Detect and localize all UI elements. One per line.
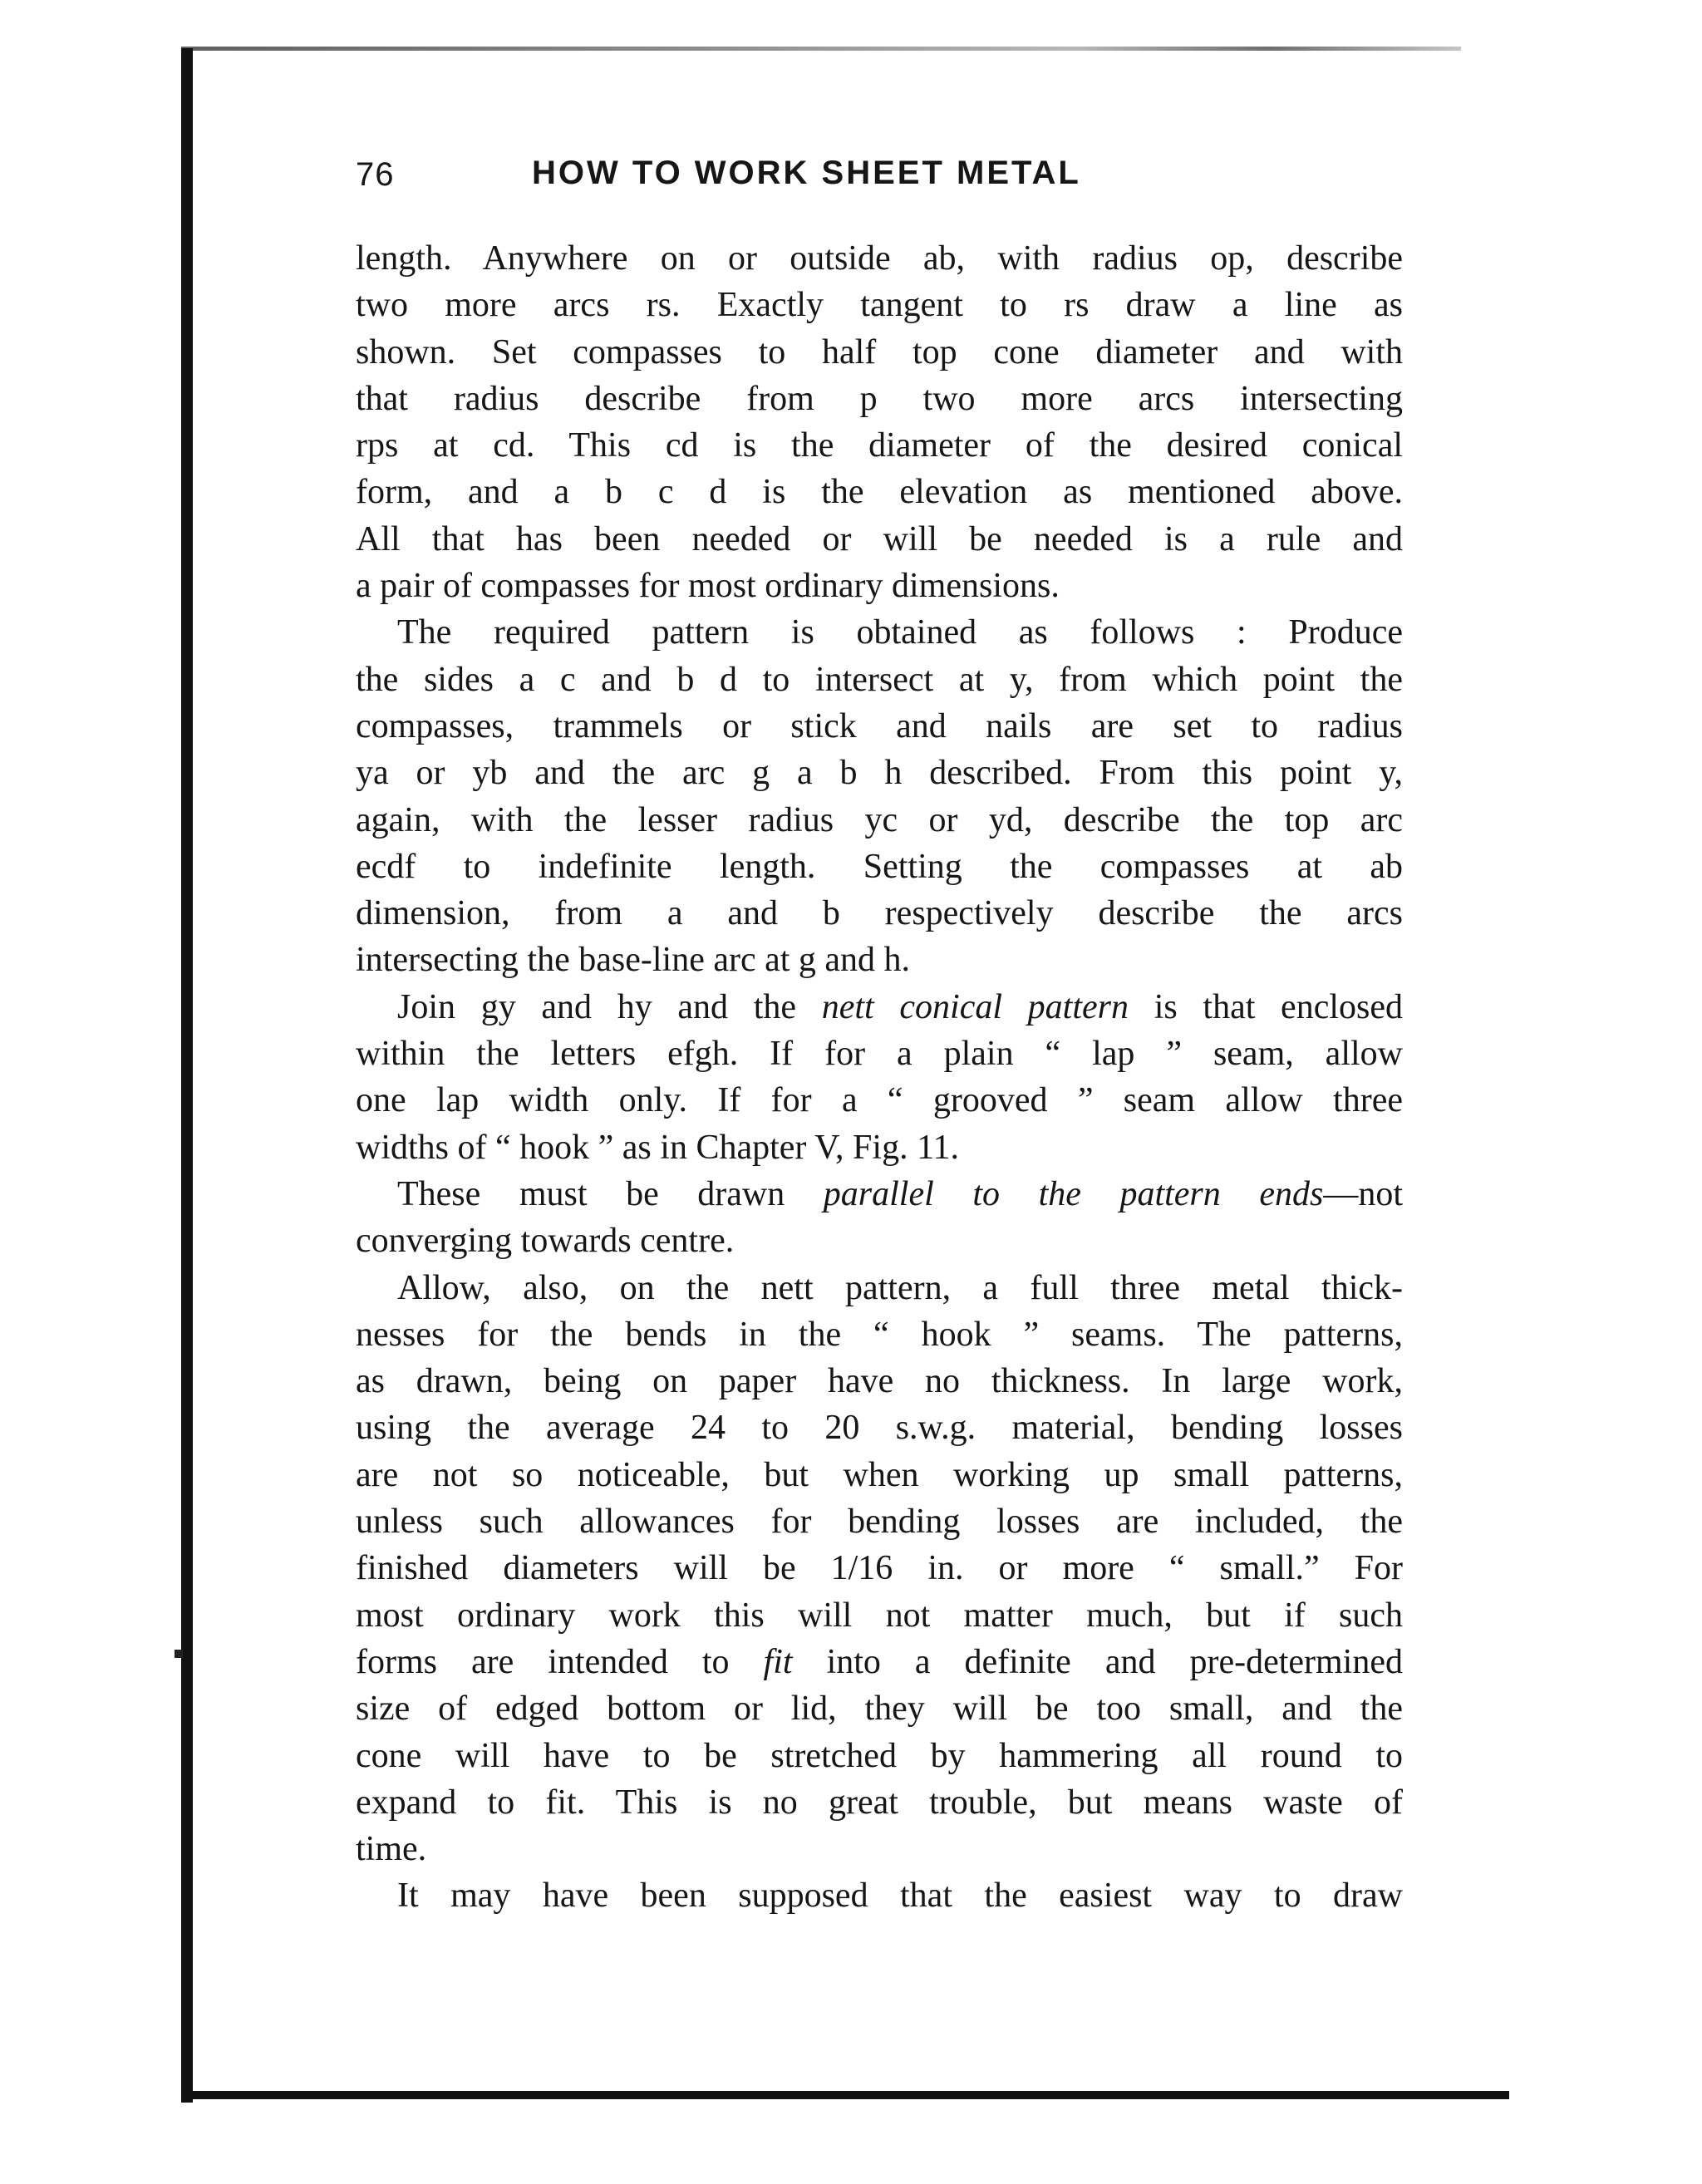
text-line: again, with the lesser radius yc or yd, describe the top arc (356, 800, 1403, 839)
text-line: All that has been needed or will be needed is a rule and (356, 519, 1403, 558)
running-head: HOW TO WORK SHEET METAL (532, 155, 1081, 191)
page-number: 76 (356, 156, 395, 193)
text-line: nesses for the bends in the “ hook ” seams. The patterns, (356, 1315, 1403, 1354)
text-line: cone will have to be stretched by hammering all round to (356, 1736, 1403, 1775)
text-line: shown. Set compasses to half top cone diameter and with (356, 332, 1403, 371)
text-run: is that enclosed (1129, 987, 1403, 1026)
italic-text: fit (763, 1642, 793, 1681)
text-line: form, and a b c d is the elevation as mentioned above. (356, 473, 1403, 512)
text-run: —not (1323, 1174, 1403, 1213)
text-line: two more arcs rs. Exactly tangent to rs draw a line as (356, 286, 1403, 325)
body-text (356, 235, 1403, 1920)
text-line: compasses, trammels or stick and nails are set to radius (356, 706, 1403, 745)
text-line: intersecting the base-line arc at g and h. (356, 941, 911, 980)
italic-text: nett conical pattern (821, 987, 1129, 1026)
text-line: widths of “ hook ” as in Chapter V, Fig. 11. (356, 1128, 960, 1167)
text-line: ya or yb and the arc g a b h described. From this point y, (356, 754, 1403, 793)
text-line: as drawn, being on paper have no thickness. In large work, (356, 1362, 1403, 1401)
text-line: the sides a c and b d to intersect at y, from which point the (356, 660, 1403, 699)
italic-text: parallel to the pattern ends (823, 1174, 1324, 1213)
scan-top-edge (181, 47, 1461, 51)
text-line: are not so noticeable, but when working up small patterns, (356, 1455, 1403, 1494)
scan-mark (175, 1650, 183, 1658)
text-line: converging towards centre. (356, 1222, 735, 1261)
text-line: It may have been supposed that the easiest way to draw (397, 1877, 1403, 1916)
text-line: unless such allowances for bending losses are included, the (356, 1503, 1403, 1542)
text-line (356, 984, 1403, 1031)
text-line: The required pattern is obtained as follows : Produce (397, 613, 1403, 652)
text-run: Join gy and hy and the (397, 987, 822, 1026)
text-line: that radius describe from p two more arcs intersecting (356, 379, 1403, 418)
text-line: dimension, from a and b respectively describe the arcs (356, 894, 1403, 933)
text-line: within the letters efgh. If for a plain “ lap ” seam, allow (356, 1035, 1403, 1074)
text-run: These must be drawn (397, 1174, 824, 1213)
text-line: most ordinary work this will not matter much, but if such (356, 1596, 1403, 1635)
text-line: a pair of compasses for most ordinary dimensions. (356, 567, 1060, 606)
text-run: forms are intended to (356, 1642, 764, 1681)
text-line: ecdf to indefinite length. Setting the compasses at ab (356, 847, 1403, 886)
text-line: rps at cd. This cd is the diameter of the desired conical (356, 426, 1403, 465)
text-line: size of edged bottom or lid, they will be too small, and the (356, 1690, 1403, 1729)
text-line (356, 1171, 1403, 1217)
text-run: into a definite and pre-determined (792, 1642, 1403, 1681)
text-line: time. (356, 1830, 427, 1869)
text-line (356, 1639, 1403, 1685)
text-line: using the average 24 to 20 s.w.g. material, bending losses (356, 1409, 1403, 1448)
text-line: length. Anywhere on or outside ab, with radius op, describe (356, 239, 1403, 278)
text-line: Allow, also, on the nett pattern, a full three metal thick- (397, 1268, 1403, 1307)
scan-bottom-edge (181, 2091, 1509, 2099)
text-line: finished diameters will be 1/16 in. or more “ small.” For (356, 1549, 1403, 1588)
text-line: one lap width only. If for a “ grooved ” seam allow three (356, 1081, 1403, 1120)
scan-left-edge (181, 48, 193, 2103)
text-line: expand to fit. This is no great trouble, but means waste of (356, 1783, 1403, 1822)
